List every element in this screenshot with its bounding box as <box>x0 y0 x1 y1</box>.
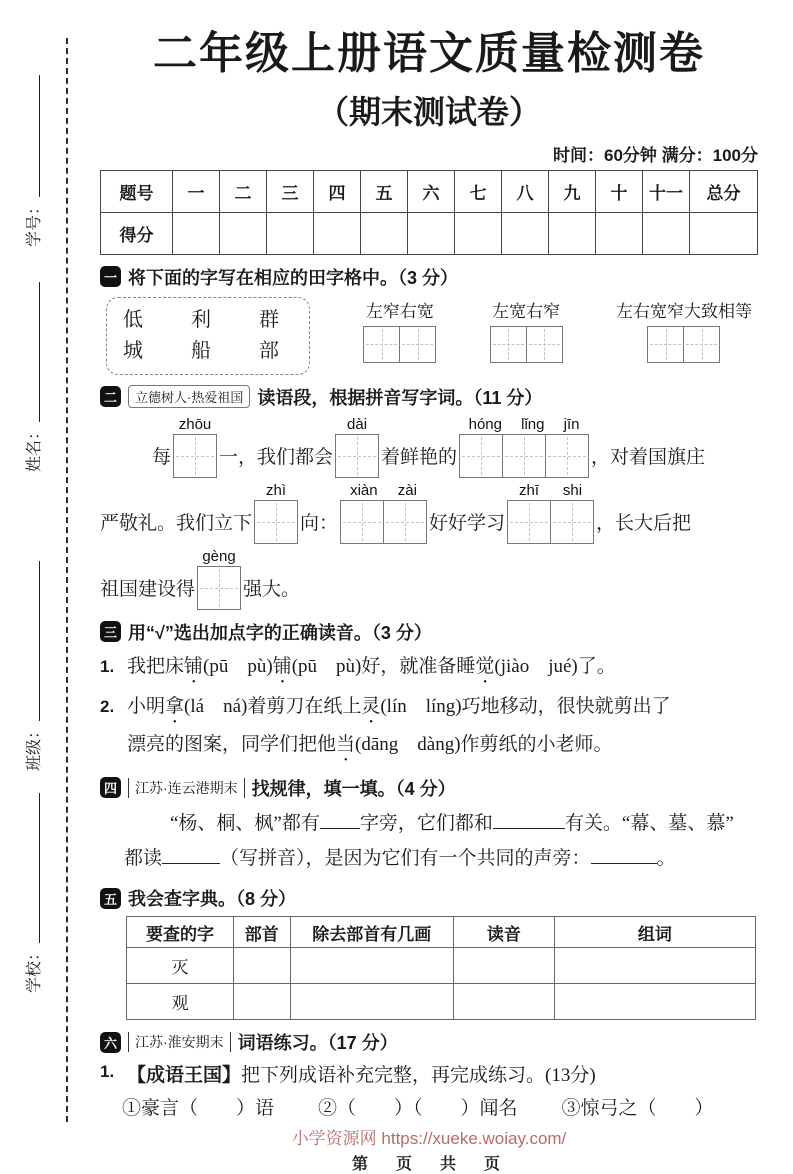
fill-blank <box>320 809 360 829</box>
class-label: 班级： <box>26 722 43 771</box>
fill-blank <box>493 809 565 829</box>
tianzige-group-equal: 左右宽窄大致相等 <box>616 297 752 363</box>
tianzige-group-narrow-left: 左窄右宽 <box>363 297 436 363</box>
section-2-title: 读语段，根据拼音写字词。（11 分） <box>257 387 543 408</box>
points-cell <box>690 212 758 254</box>
section-6-number-icon: 六 <box>100 1032 121 1053</box>
points-row-label: 得分 <box>101 212 173 254</box>
dict-table-header-row: 要查的字 部首 除去部首有几画 读音 组词 <box>127 917 756 948</box>
lookup-character: 观 <box>127 984 234 1020</box>
character-source-box <box>106 297 310 375</box>
binding-dashed-line <box>66 38 68 1122</box>
dictionary-lookup-table <box>126 916 756 1020</box>
points-cell <box>267 212 314 254</box>
time-and-score-info: 时间：60分钟 满分：100分 <box>553 145 758 165</box>
section-5-number-icon: 五 <box>100 888 121 909</box>
class-writein-line <box>39 561 40 721</box>
score-header-cell: 十 <box>596 170 643 212</box>
score-header-cell: 七 <box>455 170 502 212</box>
pinyin-write-group: dài <box>335 415 379 478</box>
points-cell <box>361 212 408 254</box>
score-header-cell: 九 <box>549 170 596 212</box>
tianzige-cell <box>459 434 503 478</box>
class-field <box>20 561 44 771</box>
idiom-exercise-item: 1. 【成语王国】 把下列成语补充完整，再完成练习。(13分) <box>100 1062 596 1087</box>
points-cell <box>502 212 549 254</box>
points-cell <box>549 212 596 254</box>
student-name-label: 姓名： <box>26 423 43 472</box>
pinyin-line-2: 严敬礼。我们立下 zhì 向： xiàn zài 好好学习 zhī shi ，长大后把 <box>100 481 758 544</box>
pinyin-write-group: zhōu <box>173 415 217 478</box>
score-header-cell: 六 <box>408 170 455 212</box>
section-1 <box>100 264 758 375</box>
tianzige-cell <box>173 434 217 478</box>
score-header-cell: 三 <box>267 170 314 212</box>
section-5-title: 我会查字典。（8 分） <box>128 889 297 910</box>
score-header-cell: 十一 <box>643 170 690 212</box>
page-number-line: 第 页 共 页 <box>351 1156 506 1174</box>
character-row: 城 船 部 <box>123 339 293 362</box>
tianzige-cell <box>507 500 551 544</box>
school-field <box>20 793 44 993</box>
pinyin-write-group: zhī shi <box>507 481 594 544</box>
section-4-source-badge: 江苏·连云港期末 <box>128 778 245 798</box>
student-name-writein-line <box>39 282 40 422</box>
dotted-character: 铺 <box>184 655 204 677</box>
score-table <box>100 170 758 255</box>
character-row: 低 利 群 <box>123 308 293 331</box>
section-4 <box>100 775 758 876</box>
watermark-site-link: 小学资源网 https://xueke.woiay.com/ <box>291 1129 567 1149</box>
lookup-character: 灭 <box>127 948 234 984</box>
points-cell <box>314 212 361 254</box>
tianzige-cell <box>683 326 720 363</box>
student-id-writein-line <box>39 75 40 197</box>
dotted-character: 当 <box>336 733 356 755</box>
fill-blank-line-2: 都读 （写拼音），是因为它们有一个共同的声旁： 。 <box>124 841 758 876</box>
section-6-source-badge: 江苏·淮安期末 <box>128 1032 231 1052</box>
empty-cell <box>233 984 290 1020</box>
pinyin-write-group: gèng <box>197 547 241 610</box>
pinyin-write-group: xiàn zài <box>340 481 427 544</box>
section-3-number-icon: 三 <box>100 621 121 642</box>
dotted-character: 拿 <box>165 695 185 717</box>
tianzige-cell <box>647 326 684 363</box>
question-item-1: 1. 我把床铺(pū pù)铺(pū pù)好，就准备睡觉(jiào jué)了。 <box>100 655 616 677</box>
dotted-character: 铺 <box>272 655 292 677</box>
fill-blank <box>162 844 220 864</box>
tianzige-cell <box>254 500 298 544</box>
points-cell <box>408 212 455 254</box>
student-id-field <box>20 75 44 247</box>
tianzige-group-wide-left: 左宽右窄 <box>490 297 563 363</box>
dotted-character: 灵 <box>361 695 381 717</box>
student-name-field <box>20 282 44 472</box>
pinyin-line-1: 每 zhōu 一，我们都会 dài 着鲜艳的 hóng lǐng jīn ，对着国旗庄 <box>152 415 758 478</box>
section-5 <box>100 885 758 1020</box>
score-table-points-row <box>101 212 758 254</box>
idiom-kingdom-tag: 【成语王国】 <box>127 1065 242 1087</box>
points-cell <box>455 212 502 254</box>
tianzige-cell <box>502 434 546 478</box>
dotted-character: 觉 <box>475 655 495 677</box>
empty-cell <box>554 948 755 984</box>
student-id-label: 学号： <box>26 198 43 247</box>
section-2 <box>100 384 758 610</box>
tianzige-cell <box>335 434 379 478</box>
empty-cell <box>454 984 555 1020</box>
tianzige-cell <box>399 326 436 363</box>
dict-table-row <box>127 948 756 984</box>
empty-cell <box>554 984 755 1020</box>
tianzige-cell <box>526 326 563 363</box>
pinyin-write-group: hóng lǐng jīn <box>459 415 589 478</box>
points-cell <box>173 212 220 254</box>
score-table-header-row <box>101 170 758 212</box>
section-6-title: 词语练习。（17 分） <box>237 1033 398 1054</box>
section-2-theme-badge: 立德树人·热爱祖国 <box>128 385 250 408</box>
paper-title: 二年级上册语文质量检测卷 <box>153 29 705 78</box>
score-header-cell: 题号 <box>101 170 173 212</box>
idiom-fill-line <box>100 1093 758 1120</box>
tianzige-cell <box>550 500 594 544</box>
school-writein-line <box>39 793 40 943</box>
pinyin-line-3: 祖国建设得 gèng 强大。 <box>100 547 758 610</box>
tianzige-cell <box>383 500 427 544</box>
school-label: 学校： <box>26 944 43 993</box>
pinyin-write-group: zhì <box>254 481 298 544</box>
empty-cell <box>290 948 454 984</box>
fill-blank <box>591 844 657 864</box>
fill-blank-line-1: “杨、桐、枫”都有 字旁，它们都和 有关。“幕、墓、慕” <box>170 806 758 841</box>
idiom-blank-1: ①豪言（ ）语 <box>122 1098 275 1120</box>
section-4-title: 找规律，填一填。（4 分） <box>251 778 456 799</box>
empty-cell <box>454 948 555 984</box>
section-3 <box>100 619 758 766</box>
score-header-cell: 二 <box>220 170 267 212</box>
score-header-cell: 一 <box>173 170 220 212</box>
score-header-cell: 五 <box>361 170 408 212</box>
points-cell <box>220 212 267 254</box>
empty-cell <box>290 984 454 1020</box>
section-3-title: 用“√”选出加点字的正确读音。（3 分） <box>128 622 432 643</box>
section-2-number-icon: 二 <box>100 386 121 407</box>
points-cell <box>596 212 643 254</box>
idiom-blank-2: ②（ ）（ ）闻名 <box>318 1098 518 1120</box>
section-1-title: 将下面的字写在相应的田字格中。（3 分） <box>128 267 459 288</box>
score-header-cell: 八 <box>502 170 549 212</box>
idiom-blank-3: ③惊弓之（ ） <box>561 1098 714 1120</box>
tianzige-cell <box>545 434 589 478</box>
tianzige-cell <box>490 326 527 363</box>
tianzige-cell <box>363 326 400 363</box>
empty-cell <box>233 948 290 984</box>
points-cell <box>643 212 690 254</box>
paper-subtitle: （期末测试卷） <box>316 93 541 130</box>
score-header-cell: 总分 <box>690 170 758 212</box>
tianzige-cell <box>340 500 384 544</box>
section-6 <box>100 1029 758 1120</box>
tianzige-cell <box>197 566 241 610</box>
section-4-number-icon: 四 <box>100 777 121 798</box>
dict-table-row <box>127 984 756 1020</box>
section-1-number-icon: 一 <box>100 266 121 287</box>
score-header-cell: 四 <box>314 170 361 212</box>
question-item-2: 2. 小明拿(lá ná)着剪刀在纸上灵(lín líng)巧地移动，很快就剪出了 漂亮的图案，同学们把他当(dāng dàng)作剪纸的小老师。 <box>100 695 671 755</box>
